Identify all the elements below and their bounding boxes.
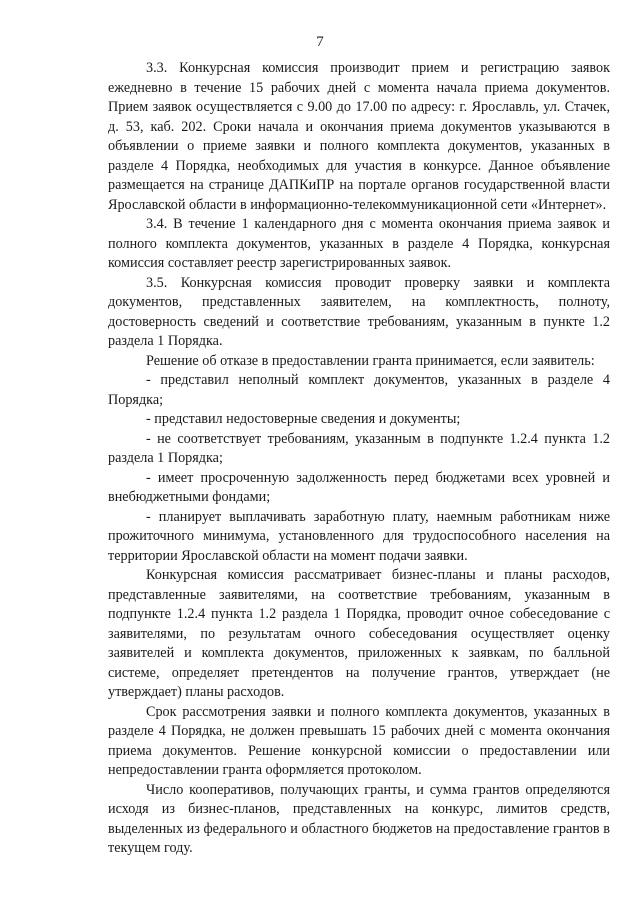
paragraph-3-5: 3.5. Конкурсная комиссия проводит проверку заявки и комплекта документов, представленных заявителем, на комплектность, полноту, достоверность сведений и соответствие требованиям, указанным в пункте 1.2 раздела 1 Порядка. xyxy=(108,274,610,349)
paragraph-grant-count: Число кооперативов, получающих гранты, и сумма грантов определяются исходя из бизнес-планов, представленных на конкурс, лимитов средств, выделенных из федерального и областного бюджетов на предоставление грантов в текущем году. xyxy=(108,781,610,856)
paragraph-business-plan-review: Конкурсная комиссия рассматривает бизнес-планы и планы расходов, представленные заявителями, на соответствие требованиям, указанным в подпункте 1.2.4 пункта 1.2 раздела 1 Порядка, проводит очное собеседование с заявителями, по результатам очного собеседования осуществляет оценку заявителей и комплекта документов, приложенных к заявкам, по балльной системе, определяет претендентов на получение грантов, утверждает (не утверждает) планы расходов. xyxy=(108,567,610,700)
list-item-noncompliance: - не соответствует требованиям, указанным в подпункте 1.2.4 пункта 1.2 раздела 1 Порядка; xyxy=(108,430,610,466)
paragraph-3-3: 3.3. Конкурсная комиссия производит прием и регистрацию заявок ежедневно в течение 15 рабочих дней с момента начала приема документов. Прием заявок осуществляется с 9.00 до 17.00 по адресу: г. Ярославль, ул. Стачек, д. 53, каб. 202. Сроки начала и окончания приема документов указываются в объявлении о приеме заявки и полного комплекта документов, указанных в разделе 4 Порядка, необходимых для участия в конкурсе. Данное объявление размещается на странице ДАПКиПР на портале органов государственной власти Ярославской области в информационно-телекоммуникационной сети «Интернет». xyxy=(108,60,610,213)
list-item-debt: - имеет просроченную задолженность перед бюджетами всех уровней и внебюджетными фондами; xyxy=(108,469,610,505)
paragraph-review-deadline: Срок рассмотрения заявки и полного комплекта документов, указанных в разделе 4 Порядка, не должен превышать 15 рабочих дней с момента окончания приема документов. Решение конкурсной комиссии о предоставлении или непредоставлении гранта оформляется протоколом. xyxy=(108,703,610,778)
page-number: 7 xyxy=(316,34,324,50)
document-body xyxy=(108,59,610,859)
paragraph-3-4: 3.4. В течение 1 календарного дня с момента окончания приема заявок и полного комплекта документов, указанных в разделе 4 Порядка, конкурсная комиссия составляет реестр зарегистрированных заявок. xyxy=(108,216,610,271)
list-item-incomplete-docs: - представил неполный комплект документов, указанных в разделе 4 Порядка; xyxy=(108,372,610,408)
list-item-false-info: - представил недостоверные сведения и документы; xyxy=(146,411,461,427)
paragraph-refusal-intro: Решение об отказе в предоставлении гранта принимается, если заявитель: xyxy=(146,352,595,369)
list-item-wages: - планирует выплачивать заработную плату, наемным работникам ниже прожиточного минимума, установленного для трудоспособного населения на территории Ярославской области на момент подачи заявки. xyxy=(108,508,610,564)
